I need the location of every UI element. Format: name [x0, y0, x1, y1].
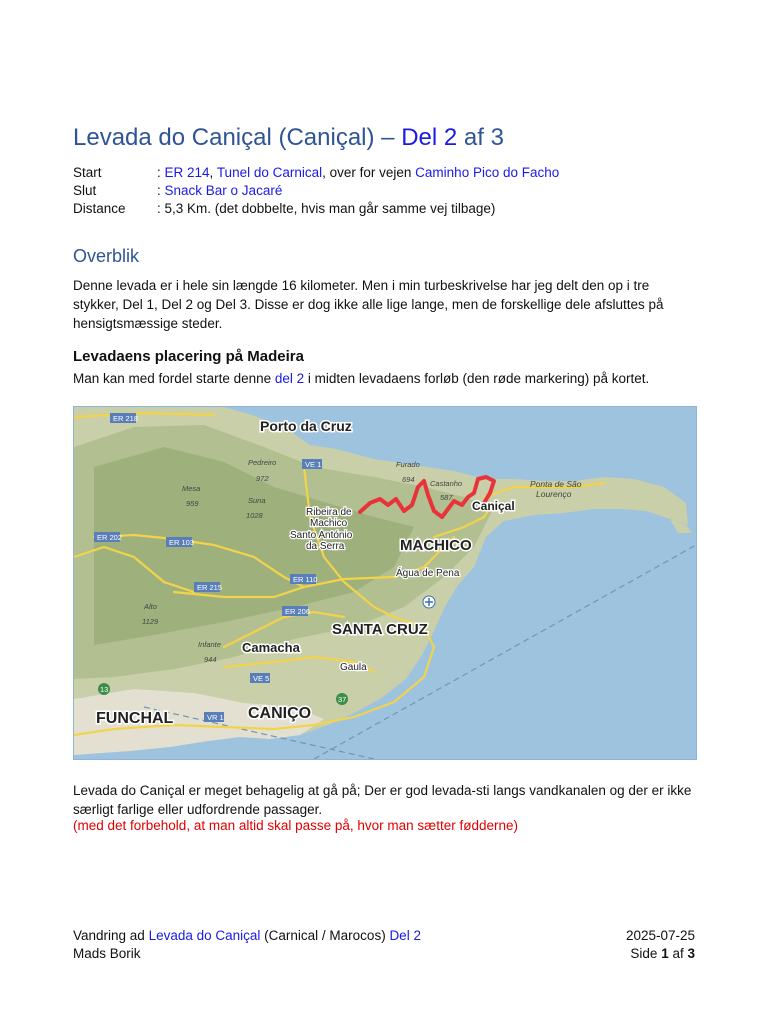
- shield-er202-text: ER 202: [97, 533, 123, 542]
- shield-ve5-text: VE 5: [253, 674, 270, 683]
- shield-er215: [194, 582, 222, 592]
- label-ponta-2: Lourenço: [536, 489, 572, 499]
- footer-page-total: 3: [687, 946, 695, 961]
- start-value: [157, 164, 559, 182]
- start-text: , over for vejen: [322, 165, 416, 180]
- shield-ve1-text: VE 1: [305, 460, 322, 469]
- footer-title: [73, 927, 421, 945]
- peak-mesa-height: 959: [186, 499, 199, 508]
- shield-ve5: [250, 673, 270, 683]
- footer-page-current: 1: [661, 946, 669, 961]
- shield-13-text: 13: [100, 685, 109, 694]
- label-santa-cruz: SANTA CRUZ: [332, 621, 428, 638]
- overblik-heading: Overblik: [73, 246, 140, 266]
- snack-bar-link[interactable]: Snack Bar o Jacaré: [164, 183, 283, 198]
- footer-del2-link[interactable]: Del 2: [389, 928, 421, 943]
- shield-er206: [282, 606, 310, 616]
- label-santo-1: Santo António: [290, 530, 353, 541]
- title-part-link[interactable]: Del 2: [401, 124, 458, 151]
- start-row: [73, 164, 559, 182]
- shield-er218-text: ER 218: [113, 414, 139, 423]
- footer-page-mid: af: [668, 946, 688, 961]
- placering-text-after: i midten levadaens forløb (den røde markering) på kortet.: [304, 371, 650, 386]
- placering-text-before: Man kan med fordel starte denne: [73, 371, 275, 386]
- er214-link[interactable]: ER 214: [164, 165, 210, 180]
- shield-13: [98, 683, 110, 695]
- footer-middle: (Carnical / Marocos): [260, 928, 390, 943]
- shield-vr1: [204, 712, 224, 722]
- shield-ve1: [302, 459, 322, 469]
- shield-er110: [290, 574, 317, 584]
- label-machico: MACHICO: [400, 537, 472, 554]
- footer-row-2: [73, 945, 695, 963]
- label-porto-da-cruz: Porto da Cruz: [260, 418, 352, 434]
- shield-er110-text: ER 110: [293, 575, 318, 584]
- label-santo-2: da Serra: [306, 541, 345, 552]
- start-label: Start: [73, 165, 102, 180]
- route-info: [73, 164, 559, 218]
- start-colon: :: [157, 165, 165, 180]
- map-svg: [74, 407, 696, 759]
- description-warning: (med det forbehold, at man altid skal passe på, hvor man sætter fødderne): [73, 818, 518, 833]
- label-ponta-1: Ponta de São: [530, 479, 582, 489]
- route-map: [73, 406, 697, 760]
- distance-row: [73, 200, 559, 218]
- page-footer: [73, 927, 695, 963]
- label-canical: Caniçal: [472, 499, 515, 513]
- peak-mesa: Mesa: [182, 484, 201, 493]
- distance-value: : 5,3 Km. (det dobbelte, hvis man går samme vej tilbage): [157, 201, 496, 216]
- shield-er202: [94, 532, 122, 542]
- peak-castanho-height: 587: [440, 493, 453, 502]
- title-suffix: af 3: [457, 124, 504, 151]
- slut-row: [73, 182, 559, 200]
- peak-pedreiro-height: 972: [256, 474, 269, 483]
- label-agua-de-pena: Água de Pena: [396, 568, 460, 579]
- del2-link[interactable]: del 2: [274, 371, 305, 386]
- overblik-paragraph: Denne levada er i hele sin længde 16 kilometer. Men i min turbeskrivelse har jeg delt den op i tre stykker, Del 1, Del 2 og Del 3. Disse er dog ikke alle lige lange, men de forskellige dele afsluttes på hensigtsmæssige steder.: [73, 278, 664, 331]
- peak-suna-height: 1028: [246, 511, 263, 520]
- shield-er206-text: ER 206: [285, 607, 311, 616]
- shield-er218: [110, 413, 138, 423]
- footer-row-1: [73, 927, 695, 945]
- peak-furado-height: 694: [402, 475, 415, 484]
- label-ribeira-2: Machico: [310, 518, 348, 529]
- peak-suna: Suna: [248, 496, 266, 505]
- placering-text: [73, 369, 693, 388]
- shield-vr1-text: VR 1: [207, 713, 224, 722]
- peak-alto-height: 1129: [142, 617, 159, 626]
- footer-page-prefix: Side: [630, 946, 662, 961]
- label-funchal: FUNCHAL: [96, 710, 174, 727]
- footer-levada-link[interactable]: Levada do Caniçal: [148, 928, 261, 943]
- label-gaula: Gaula: [340, 662, 367, 673]
- description-paragraph: Levada do Caniçal er meget behagelig at gå på; Der er god levada-sti langs vandkanalen og der er ikke særligt farlige eller udfordrende passager.: [73, 783, 692, 817]
- distance-label: Distance: [73, 201, 126, 216]
- label-canico: CANIÇO: [248, 705, 312, 722]
- shield-er215-text: ER 215: [197, 583, 223, 592]
- peak-pedreiro: Pedreiro: [248, 458, 277, 467]
- footer-page-number: [630, 945, 695, 963]
- shield-er103: [166, 537, 194, 547]
- airport-icon: [423, 596, 435, 608]
- tunel-link[interactable]: Tunel do Carnical: [216, 165, 323, 180]
- caminho-link[interactable]: Caminho Pico do Facho: [415, 165, 560, 180]
- peak-infante-height: 944: [204, 655, 217, 664]
- label-camacha: Camacha: [242, 640, 300, 655]
- slut-label: Slut: [73, 183, 97, 198]
- slut-value: [157, 182, 282, 200]
- placering-heading: Levadaens placering på Madeira: [73, 348, 304, 365]
- slut-colon: :: [157, 183, 165, 198]
- page-title: [73, 124, 504, 152]
- title-main: Levada do Caniçal (Caniçal) –: [73, 124, 402, 151]
- start-sep: ,: [209, 165, 217, 180]
- shield-er103-text: ER 103: [169, 538, 195, 547]
- shield-37-text: 37: [338, 695, 347, 704]
- footer-prefix: Vandring ad: [73, 928, 149, 943]
- peak-alto: Alto: [144, 602, 157, 611]
- peak-furado: Furado: [396, 460, 420, 469]
- footer-date: 2025-07-25: [625, 928, 695, 943]
- peak-castanho: Castanho: [430, 479, 463, 488]
- label-ribeira-1: Ribeira de: [306, 507, 352, 518]
- shield-37: [336, 693, 348, 705]
- footer-author: Mads Borik: [73, 946, 141, 961]
- peak-infante: Infante: [198, 640, 221, 649]
